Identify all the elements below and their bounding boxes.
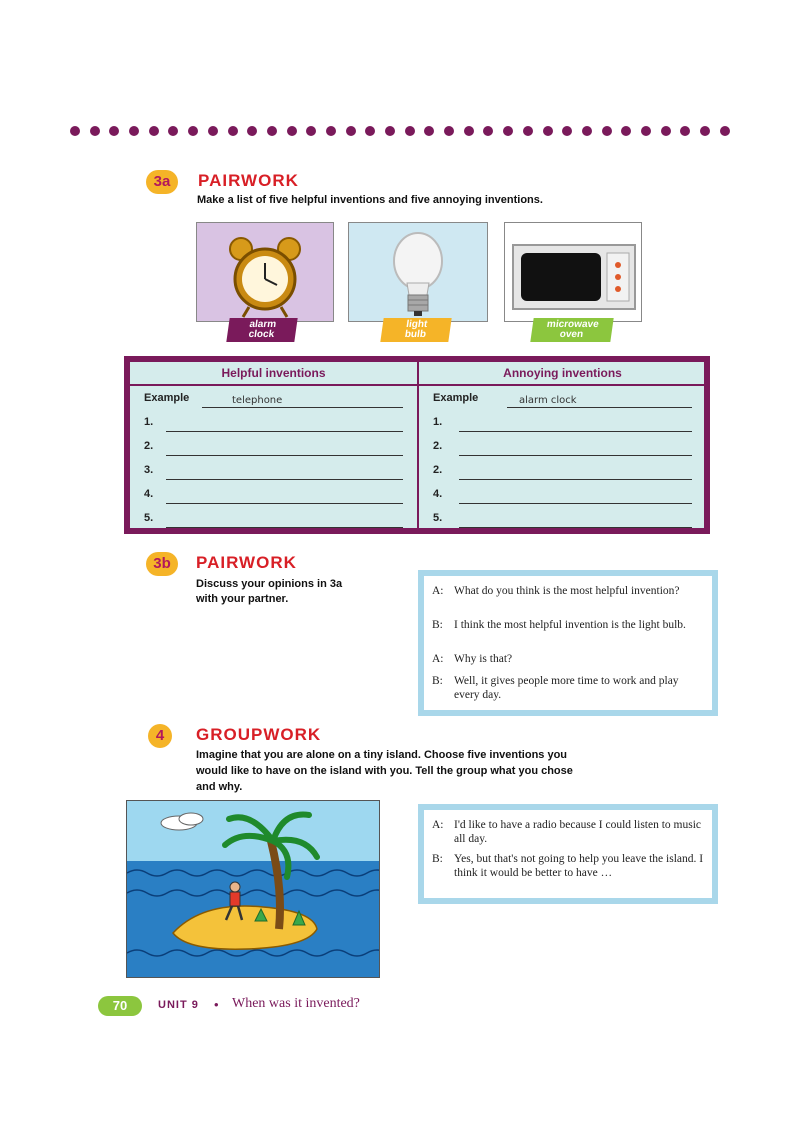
- annoying-answer-line[interactable]: [459, 431, 692, 432]
- dot: [208, 126, 218, 136]
- dot: [70, 126, 80, 136]
- helpful-answer-line[interactable]: [166, 503, 403, 504]
- dot: [680, 126, 690, 136]
- microwave-oven-picture: [504, 222, 642, 322]
- alarm-clock-label: [226, 318, 297, 342]
- section-4-badge: 4: [148, 724, 172, 748]
- helpful-row-number: 2.: [144, 440, 154, 452]
- annoying-answer-line[interactable]: [459, 503, 692, 504]
- microwave-oven-icon: [505, 223, 641, 321]
- helpful-answer-line[interactable]: [166, 431, 403, 432]
- section-4-instruction-line1: Imagine that you are alone on a tiny island. Choose five inventions you: [196, 749, 568, 761]
- dot: [149, 126, 159, 136]
- page-number: 70: [98, 996, 142, 1016]
- footer-bullet: •: [214, 997, 219, 1012]
- dot: [523, 126, 533, 136]
- dot: [365, 126, 375, 136]
- section-3b-badge: 3b: [146, 552, 178, 576]
- dialog-text: I think the most helpful invention is the light bulb.: [454, 619, 686, 631]
- dot: [543, 126, 553, 136]
- dialog-4-inner: [424, 810, 712, 898]
- dialog-speaker: B:: [432, 675, 443, 687]
- dialog-line: [432, 618, 704, 648]
- annoying-example-label: Example: [433, 392, 479, 404]
- dot: [287, 126, 297, 136]
- dialog-text: Why is that?: [454, 653, 513, 665]
- dot: [346, 126, 356, 136]
- annoying-header: Annoying inventions: [419, 362, 706, 386]
- annoying-row: [433, 486, 692, 504]
- alarm-clock-picture: [196, 222, 334, 322]
- light-bulb-icon: [349, 223, 487, 321]
- alarm-clock-icon: [197, 223, 333, 321]
- annoying-row-number: 2.: [433, 440, 443, 452]
- helpful-answer-line[interactable]: [166, 455, 403, 456]
- inventions-table-inner: [130, 362, 704, 528]
- dialog-line: [432, 852, 704, 882]
- dialog-speaker: A:: [432, 653, 444, 665]
- dialog-speaker: A:: [432, 585, 444, 597]
- light-bulb-picture: [348, 222, 488, 322]
- helpful-row-number: 1.: [144, 416, 154, 428]
- helpful-header: Helpful inventions: [130, 362, 417, 386]
- dot: [483, 126, 493, 136]
- section-3b-instruction-line1: Discuss your opinions in 3a: [196, 578, 343, 590]
- dot: [602, 126, 612, 136]
- annoying-column: [419, 362, 706, 528]
- light-bulb-label-text: light bulb: [404, 319, 429, 340]
- helpful-answer-line[interactable]: [166, 527, 403, 528]
- dialog-4-box: [418, 804, 718, 904]
- annoying-row: [433, 462, 692, 480]
- dot: [464, 126, 474, 136]
- helpful-row: [144, 510, 403, 528]
- annoying-example-value: alarm clock: [519, 395, 577, 406]
- light-bulb-label: [380, 318, 451, 342]
- annoying-row-number: 4.: [433, 488, 443, 500]
- dot: [405, 126, 415, 136]
- dot: [385, 126, 395, 136]
- dialog-speaker: B:: [432, 853, 443, 865]
- dialog-text: I'd like to have a radio because I could listen to music all day.: [454, 819, 702, 845]
- alarm-clock-label-text: alarm clock: [247, 319, 277, 340]
- helpful-example-label: Example: [144, 392, 190, 404]
- annoying-example-line: [507, 407, 692, 408]
- helpful-example-value: telephone: [232, 395, 283, 406]
- dot: [306, 126, 316, 136]
- dialog-speaker: A:: [432, 819, 444, 831]
- helpful-column: [130, 362, 417, 528]
- helpful-row: [144, 486, 403, 504]
- dot: [444, 126, 454, 136]
- helpful-row: [144, 438, 403, 456]
- dot: [582, 126, 592, 136]
- dot: [188, 126, 198, 136]
- annoying-row: [433, 510, 692, 528]
- helpful-answer-line[interactable]: [166, 479, 403, 480]
- dot: [720, 126, 730, 136]
- dot: [562, 126, 572, 136]
- section-4-instruction-line3: and why.: [196, 781, 243, 793]
- helpful-row-number: 4.: [144, 488, 154, 500]
- annoying-row-number: 1.: [433, 416, 443, 428]
- annoying-answer-line[interactable]: [459, 479, 692, 480]
- section-3a-title: PAIRWORK: [198, 171, 299, 190]
- section-3a-instruction: Make a list of five helpful inventions and five annoying inventions.: [197, 194, 543, 206]
- dot: [641, 126, 651, 136]
- island-illustration: [126, 800, 380, 978]
- dot: [326, 126, 336, 136]
- dot: [424, 126, 434, 136]
- dot: [129, 126, 139, 136]
- helpful-example-row: [144, 390, 403, 408]
- dot: [661, 126, 671, 136]
- dialog-speaker: B:: [432, 619, 443, 631]
- section-4-title: GROUPWORK: [196, 725, 322, 744]
- dot: [168, 126, 178, 136]
- annoying-row-number: 5.: [433, 512, 443, 524]
- microwave-oven-label-text: microwave oven: [546, 319, 600, 340]
- helpful-row: [144, 462, 403, 480]
- dialog-line: [432, 674, 704, 704]
- dot: [247, 126, 257, 136]
- dialog-text: What do you think is the most helpful invention?: [454, 585, 680, 597]
- dot: [700, 126, 710, 136]
- helpful-row-number: 3.: [144, 464, 154, 476]
- microwave-oven-label: [530, 318, 613, 342]
- dialog-text: Well, it gives people more time to work and play every day.: [454, 675, 679, 701]
- section-3b-instruction-line2: with your partner.: [196, 593, 289, 605]
- dot: [267, 126, 277, 136]
- dotted-rule: [70, 124, 730, 138]
- section-3a-badge: 3a: [146, 170, 178, 194]
- inventions-table: [124, 356, 710, 534]
- helpful-row: [144, 414, 403, 432]
- dot: [228, 126, 238, 136]
- footer-unit: UNIT 9: [158, 999, 199, 1011]
- dialog-line: [432, 818, 704, 848]
- footer-title: When was it invented?: [232, 996, 360, 1011]
- dialog-line: [432, 584, 704, 614]
- section-3b-title: PAIRWORK: [196, 553, 297, 572]
- section-4-instruction-line2: would like to have on the island with you. Tell the group what you chose: [196, 765, 573, 777]
- helpful-example-line: [202, 407, 403, 408]
- dot: [90, 126, 100, 136]
- dialog-3b-box: [418, 570, 718, 716]
- annoying-answer-line[interactable]: [459, 455, 692, 456]
- annoying-row: [433, 414, 692, 432]
- dot: [503, 126, 513, 136]
- annoying-row-number: 2.: [433, 464, 443, 476]
- annoying-answer-line[interactable]: [459, 527, 692, 528]
- dialog-3b-inner: [424, 576, 712, 710]
- dot: [109, 126, 119, 136]
- dot: [621, 126, 631, 136]
- annoying-example-row: [433, 390, 692, 408]
- annoying-row: [433, 438, 692, 456]
- island-scene-icon: [127, 801, 379, 977]
- helpful-row-number: 5.: [144, 512, 154, 524]
- dialog-text: Yes, but that's not going to help you leave the island. I think it would be better to have …: [454, 853, 704, 879]
